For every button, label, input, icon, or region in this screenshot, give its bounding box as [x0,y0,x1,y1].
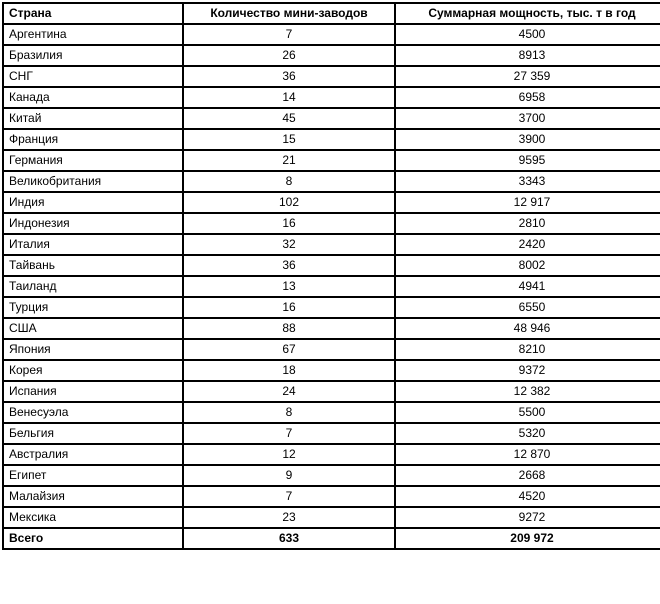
country-cell: Венесуэла [3,402,183,423]
count-cell: 16 [183,213,395,234]
count-cell: 8 [183,402,395,423]
capacity-cell: 5500 [395,402,660,423]
count-cell: 13 [183,276,395,297]
count-cell: 7 [183,486,395,507]
table-row [3,234,660,255]
country-cell: Италия [3,234,183,255]
count-cell: 7 [183,24,395,45]
country-cell: СНГ [3,66,183,87]
table-row [3,507,660,528]
count-cell: 8 [183,171,395,192]
table-row [3,171,660,192]
count-cell: 18 [183,360,395,381]
count-cell: 12 [183,444,395,465]
table-row [3,360,660,381]
country-cell: Тайвань [3,255,183,276]
count-cell: 21 [183,150,395,171]
table-row [3,381,660,402]
capacity-cell: 3343 [395,171,660,192]
capacity-cell: 12 870 [395,444,660,465]
country-cell: Франция [3,129,183,150]
capacity-cell: 9272 [395,507,660,528]
total-capacity-cell: 209 972 [395,528,660,549]
capacity-cell: 9595 [395,150,660,171]
country-cell: США [3,318,183,339]
capacity-cell: 4520 [395,486,660,507]
table-row [3,423,660,444]
table-body [3,24,660,528]
capacity-cell: 4941 [395,276,660,297]
count-cell: 102 [183,192,395,213]
capacity-cell: 8913 [395,45,660,66]
table-row [3,108,660,129]
capacity-cell: 4500 [395,24,660,45]
table-row [3,66,660,87]
capacity-cell: 12 382 [395,381,660,402]
capacity-cell: 5320 [395,423,660,444]
country-cell: Малайзия [3,486,183,507]
capacity-cell: 6550 [395,297,660,318]
country-cell: Австралия [3,444,183,465]
capacity-cell: 3900 [395,129,660,150]
count-cell: 36 [183,66,395,87]
capacity-cell: 12 917 [395,192,660,213]
table-row [3,402,660,423]
total-count-cell: 633 [183,528,395,549]
capacity-cell: 2420 [395,234,660,255]
header-row [3,3,660,24]
capacity-cell: 48 946 [395,318,660,339]
table-row [3,87,660,108]
country-cell: Китай [3,108,183,129]
table-row [3,276,660,297]
country-cell: Аргентина [3,24,183,45]
country-cell: Япония [3,339,183,360]
count-cell: 24 [183,381,395,402]
count-cell: 88 [183,318,395,339]
table-row [3,24,660,45]
country-cell: Таиланд [3,276,183,297]
country-cell: Германия [3,150,183,171]
count-cell: 14 [183,87,395,108]
total-row [3,528,660,549]
header-cell-capacity: Суммарная мощность, тыс. т в год [395,3,660,24]
country-cell: Бельгия [3,423,183,444]
country-cell: Турция [3,297,183,318]
capacity-cell: 27 359 [395,66,660,87]
country-cell: Канада [3,87,183,108]
table-row [3,129,660,150]
header-cell-count: Количество мини-заводов [183,3,395,24]
capacity-cell: 8210 [395,339,660,360]
country-cell: Бразилия [3,45,183,66]
count-cell: 7 [183,423,395,444]
table-row [3,318,660,339]
capacity-cell: 9372 [395,360,660,381]
table-row [3,213,660,234]
total-label-cell: Всего [3,528,183,549]
count-cell: 67 [183,339,395,360]
table-row [3,444,660,465]
table-row [3,486,660,507]
capacity-cell: 2810 [395,213,660,234]
mini-plants-table [2,2,660,550]
count-cell: 15 [183,129,395,150]
header-cell-country: Страна [3,3,183,24]
table-row [3,150,660,171]
country-cell: Корея [3,360,183,381]
country-cell: Великобритания [3,171,183,192]
country-cell: Мексика [3,507,183,528]
count-cell: 26 [183,45,395,66]
country-cell: Индонезия [3,213,183,234]
country-cell: Египет [3,465,183,486]
country-cell: Испания [3,381,183,402]
table-row [3,192,660,213]
table-row [3,45,660,66]
count-cell: 45 [183,108,395,129]
table-row [3,255,660,276]
table-row [3,297,660,318]
table-row [3,465,660,486]
capacity-cell: 2668 [395,465,660,486]
count-cell: 9 [183,465,395,486]
country-cell: Индия [3,192,183,213]
capacity-cell: 8002 [395,255,660,276]
count-cell: 23 [183,507,395,528]
count-cell: 32 [183,234,395,255]
capacity-cell: 3700 [395,108,660,129]
count-cell: 16 [183,297,395,318]
capacity-cell: 6958 [395,87,660,108]
count-cell: 36 [183,255,395,276]
table-row [3,339,660,360]
